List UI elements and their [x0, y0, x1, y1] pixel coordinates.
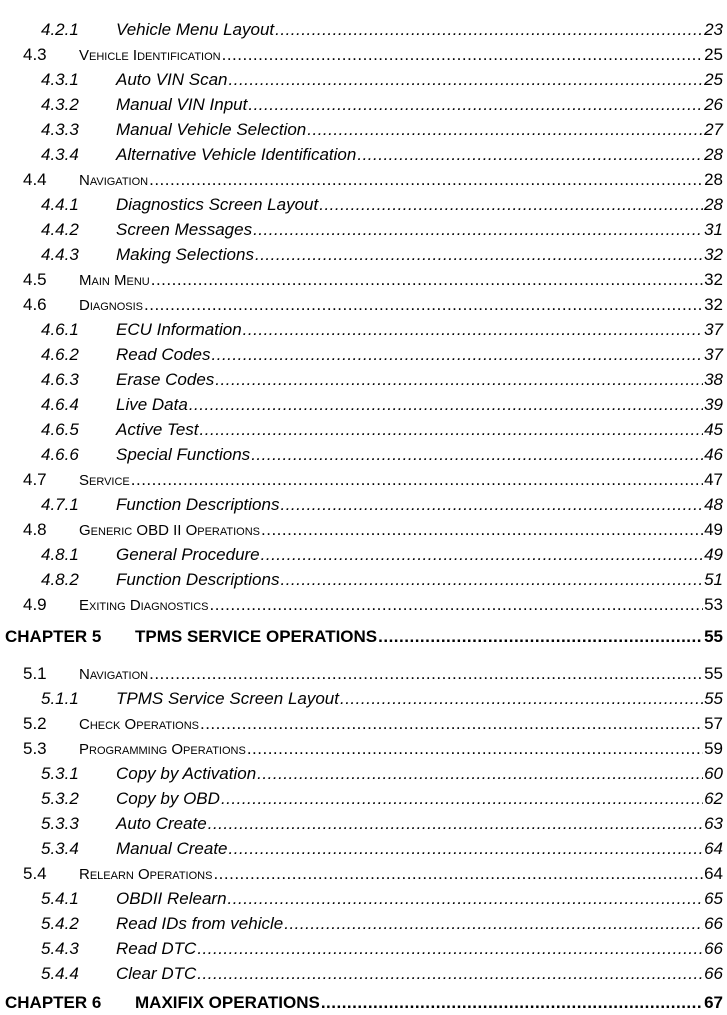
dot-leader	[284, 913, 703, 935]
entry-title: Service	[79, 472, 130, 489]
entry-page: 65	[704, 889, 723, 908]
entry-page: 55	[704, 664, 723, 683]
toc-entry[interactable]	[0, 444, 727, 466]
entry-number: 4.5	[23, 270, 47, 289]
entry-page: 25	[704, 70, 723, 89]
dot-leader	[280, 569, 703, 591]
dot-leader	[215, 369, 703, 391]
toc-entry[interactable]	[0, 169, 727, 191]
toc-entry[interactable]	[0, 688, 727, 710]
dot-leader	[357, 144, 703, 166]
entry-page: 66	[704, 939, 723, 958]
toc-entry[interactable]	[0, 594, 727, 616]
entry-title: Programming Operations	[79, 741, 246, 758]
dot-leader	[253, 219, 703, 241]
entry-number: 4.2.1	[41, 20, 79, 39]
dot-leader	[212, 344, 704, 366]
entry-number: 5.3	[23, 739, 47, 758]
entry-number: 4.3.2	[41, 95, 79, 114]
entry-page: 66	[704, 914, 723, 933]
entry-page: 53	[704, 595, 723, 614]
entry-page: 38	[704, 370, 723, 389]
dot-leader	[210, 594, 704, 616]
entry-number: 5.4.2	[41, 914, 79, 933]
toc-entry[interactable]	[0, 469, 727, 491]
entry-page: 55	[704, 689, 723, 708]
entry-number: 4.6.6	[41, 445, 79, 464]
entry-page: 63	[704, 814, 723, 833]
entry-number: 5.1	[23, 664, 47, 683]
entry-page: 45	[704, 420, 723, 439]
entry-page: 62	[704, 789, 723, 808]
entry-number: 5.3.2	[41, 789, 79, 808]
toc-entry[interactable]	[0, 44, 727, 66]
entry-page: 23	[704, 20, 723, 39]
entry-number: 4.9	[23, 595, 47, 614]
entry-page: 48	[704, 495, 723, 514]
entry-title: Exiting Diagnostics	[79, 597, 209, 614]
dot-leader	[189, 394, 703, 416]
dot-leader	[222, 44, 703, 66]
dot-leader	[247, 738, 703, 760]
entry-title: Function Descriptions	[116, 570, 280, 589]
entry-page: 28	[704, 195, 723, 214]
entry-title: Auto VIN Scan	[116, 70, 228, 89]
toc-entry[interactable]	[0, 219, 727, 241]
entry-page: 28	[704, 145, 723, 164]
toc-entry[interactable]	[0, 738, 727, 760]
entry-number: 5.2	[23, 714, 47, 733]
dot-leader	[261, 519, 703, 541]
dot-leader	[149, 663, 703, 685]
entry-title: Read Codes	[116, 345, 211, 364]
entry-title: Manual Vehicle Selection	[116, 120, 307, 139]
chapter-number: CHAPTER 6	[5, 993, 102, 1012]
dot-leader	[257, 763, 703, 785]
entry-number: 4.6	[23, 295, 47, 314]
dot-leader	[144, 294, 703, 316]
entry-page: 59	[704, 739, 723, 758]
toc-entry[interactable]	[0, 94, 727, 116]
chapter-page: 67	[704, 993, 723, 1012]
entry-page: 37	[704, 320, 723, 339]
entry-title: Read IDs from vehicle	[116, 914, 284, 933]
entry-title: Screen Messages	[116, 220, 253, 239]
dot-leader	[248, 94, 703, 116]
dot-leader	[243, 319, 703, 341]
entry-page: 64	[704, 839, 723, 858]
chapter-number: CHAPTER 5	[5, 627, 102, 646]
entry-title: Auto Create	[116, 814, 207, 833]
dot-leader	[131, 469, 703, 491]
entry-page: 32	[704, 295, 723, 314]
entry-page: 64	[704, 864, 723, 883]
dot-leader	[280, 494, 703, 516]
entry-number: 4.8	[23, 520, 47, 539]
entry-number: 4.3.4	[41, 145, 79, 164]
toc-entry[interactable]	[0, 269, 727, 291]
entry-page: 49	[704, 545, 723, 564]
entry-number: 4.4.2	[41, 220, 79, 239]
toc-entry[interactable]	[0, 519, 727, 541]
entry-title: Navigation	[79, 172, 149, 189]
entry-number: 5.4.4	[41, 964, 79, 983]
entry-title: Alternative Vehicle Identification	[116, 145, 357, 164]
toc-entry[interactable]	[0, 663, 727, 685]
entry-number: 4.8.1	[41, 545, 79, 564]
entry-title: Navigation	[79, 666, 149, 683]
entry-number: 4.7	[23, 470, 47, 489]
dot-leader	[213, 863, 703, 885]
toc-entry[interactable]	[0, 494, 727, 516]
toc-entry[interactable]	[0, 544, 727, 566]
dot-leader	[319, 194, 703, 216]
toc-entry[interactable]	[0, 319, 727, 341]
entry-title: ECU Information	[116, 320, 242, 339]
entry-page: 26	[704, 95, 723, 114]
dot-leader	[149, 169, 703, 191]
toc-entry[interactable]	[0, 144, 727, 166]
entry-title: Relearn Operations	[79, 866, 213, 883]
toc-entry[interactable]	[0, 244, 727, 266]
entry-title: Diagnostics Screen Layout	[116, 195, 319, 214]
toc-entry[interactable]	[0, 344, 727, 366]
toc-entry[interactable]	[0, 569, 727, 591]
entry-page: 39	[704, 395, 723, 414]
dot-leader	[251, 444, 703, 466]
entry-title: Check Operations	[79, 716, 199, 733]
toc-entry[interactable]	[0, 294, 727, 316]
entry-title: Making Selections	[116, 245, 254, 264]
entry-page: 66	[704, 964, 723, 983]
entry-number: 4.4	[23, 170, 47, 189]
entry-page: 31	[704, 220, 723, 239]
entry-title: Read DTC	[116, 939, 197, 958]
entry-page: 32	[704, 245, 723, 264]
toc-chapter[interactable]	[0, 626, 727, 648]
entry-number: 4.6.3	[41, 370, 79, 389]
toc-entry[interactable]	[0, 863, 727, 885]
toc-entry[interactable]	[0, 713, 727, 735]
entry-page: 47	[704, 470, 723, 489]
toc-entry[interactable]	[0, 888, 727, 910]
entry-page: 25	[704, 45, 723, 64]
dot-leader	[229, 69, 704, 91]
entry-title: Copy by OBD	[116, 789, 220, 808]
entry-title: Active Test	[116, 420, 199, 439]
entry-title: Main Menu	[79, 272, 150, 289]
entry-number: 4.6.4	[41, 395, 79, 414]
toc-entry[interactable]	[0, 19, 727, 41]
entry-number: 4.3.1	[41, 70, 79, 89]
dot-leader	[228, 888, 704, 910]
chapter-page: 55	[704, 627, 723, 646]
toc-entry[interactable]	[0, 813, 727, 835]
entry-number: 4.6.1	[41, 320, 79, 339]
toc-entry[interactable]	[0, 69, 727, 91]
entry-title: Diagnosis	[79, 297, 144, 314]
entry-number: 5.3.3	[41, 814, 79, 833]
entry-page: 49	[704, 520, 723, 539]
entry-title: Live Data	[116, 395, 188, 414]
entry-title: Generic OBD II Operations	[79, 522, 260, 539]
entry-number: 5.4	[23, 864, 47, 883]
entry-title: Copy by Activation	[116, 764, 257, 783]
entry-title: Vehicle Menu Layout	[116, 20, 275, 39]
entry-number: 5.1.1	[41, 689, 79, 708]
chapter-title: TPMS SERVICE OPERATIONS	[135, 627, 378, 646]
dot-leader	[200, 713, 703, 735]
entry-title: OBDII Relearn	[116, 889, 227, 908]
entry-page: 37	[704, 345, 723, 364]
toc-entry[interactable]	[0, 938, 727, 960]
toc-entry[interactable]	[0, 394, 727, 416]
toc-entry[interactable]	[0, 763, 727, 785]
dot-leader	[307, 119, 703, 141]
dot-leader	[378, 626, 703, 648]
dot-leader	[208, 813, 703, 835]
entry-number: 5.3.4	[41, 839, 79, 858]
entry-page: 27	[704, 120, 723, 139]
toc-entry[interactable]	[0, 194, 727, 216]
toc-chapter[interactable]	[0, 992, 727, 1014]
dot-leader	[200, 419, 704, 441]
dot-leader	[340, 688, 703, 710]
entry-page: 60	[704, 764, 723, 783]
entry-page: 32	[704, 270, 723, 289]
dot-leader	[197, 938, 703, 960]
entry-number: 5.3.1	[41, 764, 79, 783]
toc-entry[interactable]	[0, 913, 727, 935]
dot-leader	[255, 244, 703, 266]
entry-title: General Procedure	[116, 545, 260, 564]
entry-number: 4.7.1	[41, 495, 79, 514]
entry-number: 5.4.1	[41, 889, 79, 908]
entry-number: 4.6.2	[41, 345, 79, 364]
entry-page: 51	[704, 570, 723, 589]
dot-leader	[321, 992, 703, 1014]
entry-title: Manual VIN Input	[116, 95, 248, 114]
entry-title: Clear DTC	[116, 964, 197, 983]
entry-title: Vehicle Identification	[79, 47, 221, 64]
entry-title: Function Descriptions	[116, 495, 280, 514]
entry-page: 28	[704, 170, 723, 189]
entry-number: 4.3.3	[41, 120, 79, 139]
toc-entry[interactable]	[0, 419, 727, 441]
toc-entry[interactable]	[0, 963, 727, 985]
entry-title: Special Functions	[116, 445, 251, 464]
chapter-title: MAXIFIX OPERATIONS	[135, 993, 320, 1012]
entry-page: 46	[704, 445, 723, 464]
entry-number: 4.4.1	[41, 195, 79, 214]
dot-leader	[275, 19, 703, 41]
dot-leader	[229, 838, 704, 860]
dot-leader	[221, 788, 703, 810]
dot-leader	[197, 963, 703, 985]
toc-entry[interactable]	[0, 119, 727, 141]
toc-entry[interactable]	[0, 369, 727, 391]
dot-leader	[151, 269, 703, 291]
entry-number: 4.4.3	[41, 245, 79, 264]
entry-title: Erase Codes	[116, 370, 215, 389]
entry-title: Manual Create	[116, 839, 228, 858]
toc-entry[interactable]	[0, 788, 727, 810]
entry-title: TPMS Service Screen Layout	[116, 689, 339, 708]
toc-entry[interactable]	[0, 838, 727, 860]
entry-page: 57	[704, 714, 723, 733]
dot-leader	[261, 544, 703, 566]
entry-number: 4.3	[23, 45, 47, 64]
entry-number: 5.4.3	[41, 939, 79, 958]
entry-number: 4.8.2	[41, 570, 79, 589]
entry-number: 4.6.5	[41, 420, 79, 439]
